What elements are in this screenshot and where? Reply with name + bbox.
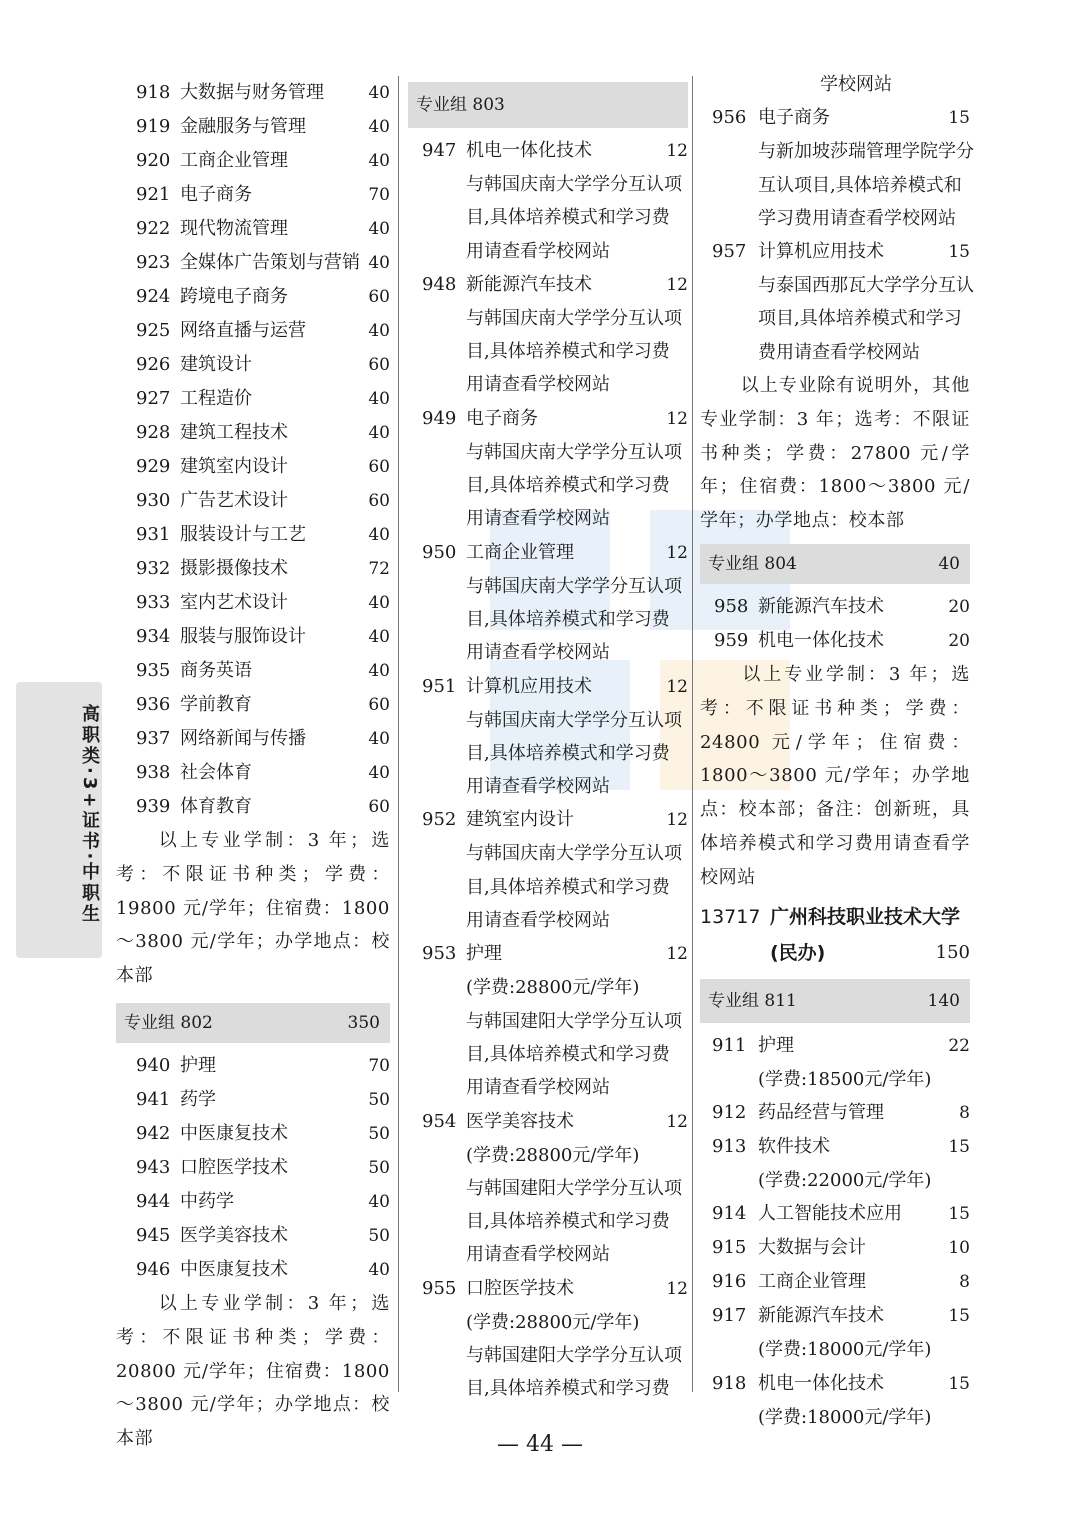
- program-detail: 互认项目,具体培养模式和: [758, 174, 962, 196]
- program-detail: 与韩国建阳大学学分互认项: [466, 1010, 682, 1032]
- program-row: [116, 280, 390, 314]
- program-detail: (学费:18000元/学年): [758, 1339, 932, 1361]
- program-row: [116, 1049, 390, 1083]
- program-quota: 12: [666, 141, 688, 161]
- program-code: 928: [136, 422, 171, 443]
- program-name: 新能源汽车技术: [758, 596, 884, 618]
- program-code: 948: [422, 273, 457, 295]
- program-row: [116, 586, 390, 620]
- program-code: 945: [136, 1224, 171, 1246]
- group-803-header: 专业组 803: [408, 82, 688, 128]
- program-quota: 72: [368, 559, 390, 579]
- program-name: 中医康复技术: [180, 1122, 288, 1144]
- program-detail: 目,具体培养模式和学习费: [466, 341, 670, 363]
- program-quota: 15: [948, 1204, 970, 1225]
- program-code: 933: [136, 592, 171, 613]
- program-row: [408, 268, 688, 302]
- program-row: [116, 1083, 390, 1117]
- program-quota: 60: [368, 695, 390, 715]
- program-row: [116, 790, 390, 824]
- program-name: 网络直播与运营: [180, 320, 306, 341]
- column-2: [408, 82, 688, 1406]
- program-quota: 50: [368, 1157, 390, 1178]
- program-code: 959: [714, 630, 749, 652]
- program-name: 医学美容技术: [180, 1224, 288, 1246]
- program-code: 934: [136, 626, 171, 647]
- program-code: 922: [136, 218, 171, 239]
- program-row: [116, 722, 390, 756]
- program-row: [116, 1117, 390, 1151]
- program-code: 916: [712, 1271, 747, 1293]
- program-code: 915: [712, 1237, 747, 1259]
- program-row: [700, 1299, 970, 1333]
- program-detail: (学费:28800元/学年): [466, 977, 640, 999]
- program-row: [116, 620, 390, 654]
- program-quota: 50: [368, 1123, 390, 1144]
- program-row: [408, 1272, 688, 1306]
- program-code: 912: [712, 1101, 747, 1123]
- program-detail: 与韩国庆南大学学分互认项: [466, 441, 682, 463]
- program-quota: 40: [368, 219, 390, 239]
- program-row: [116, 178, 390, 212]
- continued-text: 学校网站: [820, 74, 892, 95]
- program-name: 中药学: [180, 1190, 234, 1212]
- program-row: [116, 144, 390, 178]
- program-detail: 目,具体培养模式和学习费: [466, 742, 670, 764]
- program-quota: 40: [368, 593, 390, 613]
- program-code: 914: [712, 1203, 747, 1225]
- program-name: 机电一体化技术: [758, 630, 884, 652]
- program-detail: 目,具体培养模式和学习费: [466, 1211, 670, 1233]
- program-code: 956: [712, 107, 747, 129]
- program-quota: 15: [948, 1306, 970, 1327]
- program-quota: 40: [368, 729, 390, 749]
- program-quota: 70: [368, 185, 390, 205]
- program-name: 学前教育: [180, 694, 252, 715]
- program-code: 937: [136, 728, 171, 749]
- program-code: 913: [712, 1135, 747, 1157]
- program-row: [116, 1219, 390, 1253]
- program-detail: (学费:22000元/学年): [758, 1169, 932, 1191]
- program-row: [408, 402, 688, 436]
- program-row: [116, 1185, 390, 1219]
- program-name: 网络新闻与传播: [180, 728, 306, 749]
- column-1: [116, 76, 390, 1456]
- program-row: [700, 1096, 970, 1130]
- program-row: [700, 101, 970, 135]
- group-802-header: 专业组 802 350: [116, 1003, 390, 1043]
- program-row: [116, 450, 390, 484]
- program-quota: 40: [368, 253, 390, 273]
- program-row: [116, 654, 390, 688]
- program-row: [116, 212, 390, 246]
- program-name: 医学美容技术: [466, 1110, 574, 1132]
- program-quota: 60: [368, 355, 390, 375]
- program-name: 护理: [758, 1034, 794, 1056]
- program-quota: 12: [666, 676, 688, 697]
- program-name: 电子商务: [180, 184, 252, 205]
- program-quota: 60: [368, 457, 390, 477]
- program-detail: 目,具体培养模式和学习费: [466, 1378, 670, 1400]
- program-detail: 与韩国建阳大学学分互认项: [466, 1345, 682, 1367]
- program-name: 建筑室内设计: [180, 456, 288, 477]
- program-quota: 12: [666, 1278, 688, 1299]
- program-quota: 8: [959, 1102, 970, 1123]
- program-quota: 40: [368, 423, 390, 443]
- program-code: 925: [136, 320, 171, 341]
- program-detail: 用请查看学校网站: [466, 642, 610, 664]
- program-row: [116, 348, 390, 382]
- program-name: 计算机应用技术: [466, 675, 592, 697]
- program-code: 926: [136, 354, 171, 375]
- program-row: [116, 1151, 390, 1185]
- program-code: 924: [136, 286, 171, 307]
- program-row: [700, 590, 970, 624]
- program-quota: 50: [368, 1089, 390, 1110]
- program-code: 911: [712, 1034, 747, 1056]
- program-row: [700, 624, 970, 658]
- program-row: [116, 1253, 390, 1287]
- program-name: 工商企业管理: [466, 541, 574, 563]
- program-name: 新能源汽车技术: [466, 273, 592, 295]
- program-name: 服装与服饰设计: [180, 626, 306, 647]
- program-code: 936: [136, 694, 171, 715]
- program-quota: 40: [368, 117, 390, 137]
- program-detail: 用请查看学校网站: [466, 776, 610, 798]
- program-row: [116, 756, 390, 790]
- program-name: 建筑室内设计: [466, 809, 574, 831]
- program-code: 919: [136, 116, 171, 137]
- program-detail: (学费:18000元/学年): [758, 1406, 932, 1428]
- program-detail: 与新加坡莎瑞管理学院学分: [758, 141, 974, 163]
- program-name: 跨境电子商务: [180, 286, 288, 307]
- program-row: [116, 382, 390, 416]
- program-row: [116, 76, 390, 110]
- program-quota: 60: [368, 491, 390, 511]
- program-name: 药学: [180, 1088, 216, 1110]
- program-detail: 用请查看学校网站: [466, 240, 610, 262]
- program-code: 940: [136, 1054, 171, 1076]
- program-name: 中医康复技术: [180, 1258, 288, 1280]
- program-quota: 12: [666, 944, 688, 965]
- program-code: 942: [136, 1122, 171, 1144]
- program-name: 社会体育: [180, 762, 252, 783]
- program-row: [700, 1367, 970, 1401]
- program-detail: 项目,具体培养模式和学习: [758, 308, 962, 330]
- program-row: [116, 552, 390, 586]
- program-quota: 22: [948, 1035, 970, 1056]
- program-quota: 40: [368, 389, 390, 409]
- program-quota: 40: [368, 321, 390, 341]
- program-code: 957: [712, 241, 747, 263]
- program-row: [408, 536, 688, 570]
- program-code: 947: [422, 140, 457, 161]
- program-quota: 60: [368, 287, 390, 307]
- program-detail: 费用请查看学校网站: [758, 341, 920, 363]
- program-detail: 与韩国建阳大学学分互认项: [466, 1177, 682, 1199]
- program-detail: 与韩国庆南大学学分互认项: [466, 307, 682, 329]
- program-code: 950: [422, 541, 457, 563]
- program-name: 金融服务与管理: [180, 116, 306, 137]
- program-code: 923: [136, 252, 171, 273]
- program-name: 体育教育: [180, 796, 252, 817]
- program-name: 建筑工程技术: [180, 422, 288, 443]
- program-row: [408, 670, 688, 704]
- program-quota: 40: [368, 661, 390, 681]
- program-name: 广告艺术设计: [180, 490, 288, 511]
- program-name: 工程造价: [180, 388, 252, 409]
- program-detail: 目,具体培养模式和学习费: [466, 876, 670, 898]
- program-detail: 用请查看学校网站: [466, 374, 610, 396]
- program-quota: 40: [368, 525, 390, 545]
- program-detail: 用请查看学校网站: [466, 1244, 610, 1266]
- side-tab-label: 高职类·3+证书·中职生: [79, 704, 100, 926]
- program-row: [700, 1130, 970, 1164]
- program-name: 药品经营与管理: [758, 1101, 884, 1123]
- program-quota: 20: [948, 631, 970, 652]
- program-quota: 12: [666, 408, 688, 429]
- program-name: 大数据与会计: [758, 1237, 866, 1259]
- program-name: 现代物流管理: [180, 218, 288, 239]
- program-code: 921: [136, 184, 171, 205]
- program-name: 室内艺术设计: [180, 592, 288, 613]
- program-code: 932: [136, 558, 171, 579]
- program-code: 941: [136, 1088, 171, 1110]
- program-code: 929: [136, 456, 171, 477]
- program-name: 电子商务: [466, 407, 538, 429]
- program-row: [408, 1105, 688, 1139]
- university-header: 13717 广州科技职业技术大学: [700, 905, 961, 928]
- program-quota: 40: [368, 763, 390, 783]
- program-quota: 15: [948, 1373, 970, 1394]
- program-quota: 60: [368, 797, 390, 817]
- program-quota: 10: [948, 1238, 970, 1259]
- program-quota: 15: [948, 108, 970, 129]
- note-803: 以上专业除有说明外，其他专业学制：3 年；选考：不限证书种类；学费：27800 元/学年；住宿费：1800～3800 元/学年；办学地点：校本部: [700, 375, 970, 532]
- program-row: [700, 1029, 970, 1063]
- program-code: 931: [136, 524, 171, 545]
- program-name: 工商企业管理: [180, 150, 288, 171]
- column-divider-1: [398, 76, 399, 1392]
- program-detail: 学习费用请查看学校网站: [758, 207, 956, 229]
- program-code: 949: [422, 407, 457, 429]
- program-quota: 12: [666, 810, 688, 831]
- program-name: 全媒体广告策划与营销: [180, 252, 360, 273]
- program-name: 机电一体化技术: [466, 140, 592, 161]
- program-quota: 15: [948, 242, 970, 263]
- university-subheader: (民办) 150: [770, 941, 970, 964]
- program-code: 938: [136, 762, 171, 783]
- side-section-tab: [16, 682, 102, 958]
- program-code: 920: [136, 150, 171, 171]
- program-quota: 40: [368, 151, 390, 171]
- program-row: [116, 110, 390, 144]
- program-code: 958: [714, 596, 749, 618]
- program-name: 工商企业管理: [758, 1271, 866, 1293]
- program-code: 953: [422, 943, 457, 965]
- program-quota: 70: [368, 1055, 390, 1076]
- program-detail: 目,具体培养模式和学习费: [466, 1043, 670, 1065]
- program-name: 机电一体化技术: [758, 1372, 884, 1394]
- program-quota: 8: [959, 1272, 970, 1293]
- program-quota: 40: [368, 83, 390, 103]
- program-quota: 12: [666, 1111, 688, 1132]
- program-row: [116, 246, 390, 280]
- program-quota: 20: [948, 597, 970, 618]
- program-row: [116, 484, 390, 518]
- program-row: [700, 235, 970, 269]
- program-code: 944: [136, 1190, 171, 1212]
- program-name: 人工智能技术应用: [758, 1203, 902, 1225]
- program-quota: 50: [368, 1225, 390, 1246]
- program-name: 新能源汽车技术: [758, 1305, 884, 1327]
- program-detail: 与韩国庆南大学学分互认项: [466, 174, 682, 195]
- program-code: 935: [136, 660, 171, 681]
- program-name: 护理: [180, 1054, 216, 1076]
- program-row: [700, 1197, 970, 1231]
- program-name: 商务英语: [180, 660, 252, 681]
- program-row: [116, 416, 390, 450]
- program-detail: 目,具体培养模式和学习费: [466, 608, 670, 630]
- note-804: 以上专业学制：3 年；选考：不限证书种类；学费：24800 元/学年；住宿费：1800～3800 元/学年；办学地点：校本部；备注：创新班，具体培养模式和学习费用请查看学校网站: [700, 664, 970, 888]
- program-name: 摄影摄像技术: [180, 558, 288, 579]
- program-detail: 用请查看学校网站: [466, 1077, 610, 1099]
- program-row: [116, 518, 390, 552]
- group-811-header: 专业组 811 140: [700, 979, 970, 1023]
- program-code: 930: [136, 490, 171, 511]
- program-name: 建筑设计: [180, 354, 252, 375]
- program-name: 护理: [466, 943, 502, 965]
- program-name: 口腔医学技术: [466, 1277, 574, 1299]
- program-quota: 15: [948, 1136, 970, 1157]
- program-detail: 用请查看学校网站: [466, 910, 610, 932]
- program-detail: 与韩国庆南大学学分互认项: [466, 843, 682, 865]
- program-detail: 目,具体培养模式和学习费: [466, 475, 670, 497]
- program-name: 大数据与财务管理: [180, 82, 324, 103]
- program-detail: (学费:28800元/学年): [466, 1144, 640, 1166]
- program-code: 918: [712, 1372, 747, 1394]
- program-quota: 40: [368, 627, 390, 647]
- program-name: 软件技术: [758, 1135, 830, 1157]
- program-row: [408, 803, 688, 837]
- program-row: [700, 1265, 970, 1299]
- column-divider-2: [692, 76, 693, 1392]
- program-code: 918: [136, 82, 171, 103]
- program-detail: (学费:18500元/学年): [758, 1068, 932, 1090]
- program-code: 952: [422, 809, 457, 831]
- program-code: 951: [422, 675, 457, 697]
- program-detail: 与韩国庆南大学学分互认项: [466, 575, 682, 597]
- program-code: 927: [136, 388, 171, 409]
- note-802: 以上专业学制：3 年；选考：不限证书种类；学费：20800 元/学年；住宿费：1800～3800 元/学年；办学地点：校本部: [116, 1292, 390, 1450]
- program-quota: 40: [368, 1259, 390, 1280]
- program-row: [116, 688, 390, 722]
- program-code: 917: [712, 1305, 747, 1327]
- program-detail: 与泰国西那瓦大学学分互认: [758, 275, 974, 297]
- program-row: [408, 134, 688, 168]
- program-code: 943: [136, 1156, 171, 1178]
- column-3: [700, 68, 974, 1434]
- program-row: [408, 937, 688, 971]
- program-detail: 与韩国庆南大学学分互认项: [466, 709, 682, 731]
- program-name: 电子商务: [758, 107, 830, 129]
- program-code: 955: [422, 1277, 457, 1299]
- page-number: — 44 —: [497, 1432, 583, 1457]
- program-code: 954: [422, 1110, 457, 1132]
- program-row: [700, 1231, 970, 1265]
- program-name: 服装设计与工艺: [180, 524, 306, 545]
- program-detail: 目,具体培养模式和学习费: [466, 207, 670, 229]
- program-detail: 用请查看学校网站: [466, 508, 610, 530]
- note-801: 以上专业学制：3 年；选考：不限证书种类；学费：19800 元/学年；住宿费：1800～3800 元/学年；办学地点：校本部: [116, 830, 390, 987]
- group-804-header: 专业组 804 40: [700, 544, 970, 584]
- program-quota: 12: [666, 274, 688, 295]
- program-row: [116, 314, 390, 348]
- program-quota: 12: [666, 542, 688, 563]
- program-name: 口腔医学技术: [180, 1156, 288, 1178]
- program-detail: (学费:28800元/学年): [466, 1311, 640, 1333]
- program-quota: 40: [368, 1191, 390, 1212]
- program-code: 939: [136, 796, 171, 817]
- program-code: 946: [136, 1258, 171, 1280]
- program-name: 计算机应用技术: [758, 241, 884, 263]
